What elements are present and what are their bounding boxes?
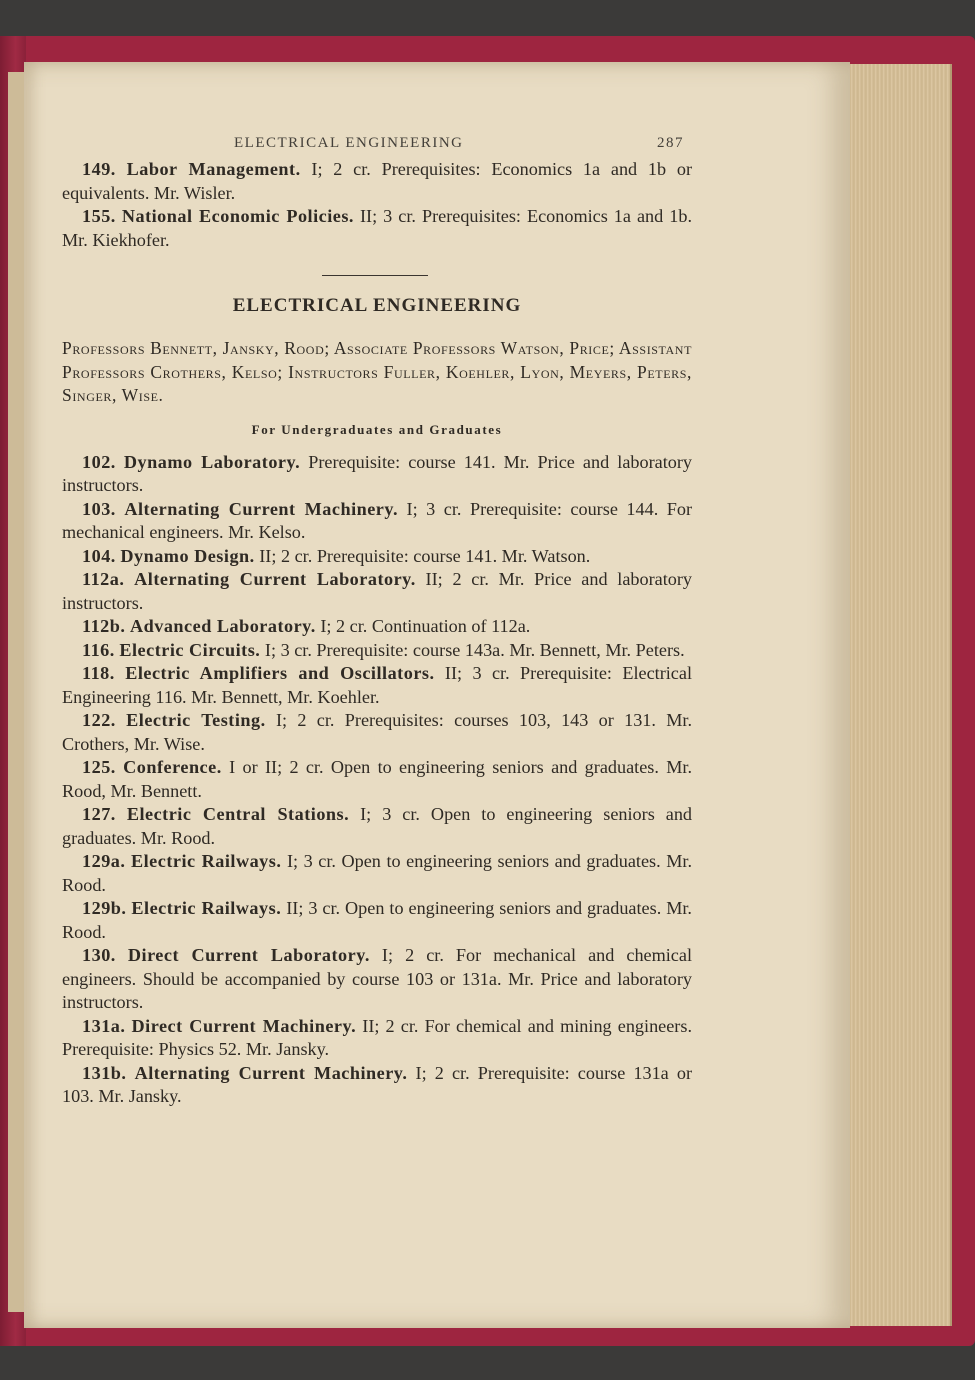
course-entry: [62, 662, 692, 709]
course-title: Dynamo Design.: [120, 545, 255, 566]
course-title: Electric Circuits.: [119, 639, 261, 660]
course-description: I; 3 cr. Open to engineering seniors and graduates. Mr. Rood.: [62, 851, 692, 895]
course-number: 104.: [82, 545, 116, 566]
course-description: I; 2 cr. Prerequisite: course 131a or 103. Mr. Jansky.: [62, 1062, 693, 1106]
course-title: Advanced Laboratory.: [130, 616, 316, 636]
course-number: 118.: [82, 663, 115, 683]
course-number: 129a.: [82, 851, 126, 871]
course-entry: [62, 545, 692, 569]
course-description: I; 2 cr. Continuation of 112a.: [315, 616, 531, 636]
course-description: I; 3 cr. Prerequisite: course 144. For mechanical engineers. Mr. Kelso.: [62, 498, 693, 542]
course-description: II; 3 cr. Prerequisite: Electrical Engineering 116. Mr. Bennett, Mr. Koehler.: [62, 663, 692, 707]
course-description: I; 3 cr. Open to engineering seniors and graduates. Mr. Rood.: [62, 804, 693, 848]
course-description: I; 2 cr. Prerequisites: courses 103, 143 or 131. Mr. Crothers, Mr. Wise.: [62, 710, 693, 754]
course-number: 155.: [82, 206, 116, 226]
course-entry: [62, 850, 692, 897]
course-entry: [62, 451, 692, 498]
course-title: Electric Amplifiers and Oscillators.: [125, 663, 435, 683]
section-subheading: For Undergraduates and Graduates: [251, 421, 503, 437]
course-title: Electric Railways.: [130, 851, 282, 871]
course-description: II; 2 cr. Prerequisite: course 141. Mr. Watson.: [254, 545, 591, 566]
course-title: Conference.: [123, 757, 222, 777]
course-list: [62, 451, 692, 1109]
running-head: [62, 130, 692, 158]
course-number: 103.: [82, 498, 116, 519]
course-number: 112b.: [82, 616, 126, 636]
course-description: II; 2 cr. Mr. Price and laboratory instructors.: [62, 569, 693, 613]
course-number: 116.: [82, 639, 115, 660]
course-entry: [62, 205, 692, 252]
course-title: Direct Current Laboratory.: [127, 945, 370, 965]
course-entry: [62, 1015, 692, 1062]
section-divider: [322, 275, 428, 276]
course-description: I; 2 cr. Prerequisites: Economics 1a and 1b or equivalents. Mr. Wisler.: [62, 159, 692, 203]
course-number: 122.: [82, 710, 116, 730]
course-number: 131b.: [82, 1062, 127, 1083]
course-description: Prerequisite: course 141. Mr. Price and laboratory instructors.: [62, 451, 693, 495]
course-entry: [62, 498, 692, 545]
course-entry: [62, 639, 692, 663]
course-entry: [62, 158, 692, 205]
course-title: Alternating Current Machinery.: [124, 498, 399, 519]
pre-entries: [62, 158, 692, 252]
course-entry: [62, 803, 692, 850]
course-description: I; 3 cr. Prerequisite: course 143a. Mr. Bennett, Mr. Peters.: [260, 639, 685, 660]
course-number: 112a.: [82, 569, 125, 589]
course-number: 131a.: [82, 1015, 126, 1036]
course-entry: [62, 897, 692, 944]
course-description: II; 3 cr. Prerequisites: Economics 1a and 1b. Mr. Kiekhofer.: [62, 206, 692, 250]
page-number: 287: [657, 135, 684, 151]
course-number: 129b.: [82, 898, 127, 918]
faculty-list: Professors Bennett, Jansky, Rood; Associate Professors Watson, Price; Assistant Professors Crothers, Kelso; Instructors Fuller, Koehler, Lyon, Meyers, Peters, Singer, Wise.: [62, 338, 692, 405]
course-title: Electric Testing.: [126, 710, 266, 730]
course-title: Alternating Current Laboratory.: [134, 569, 416, 589]
course-title: Alternating Current Machinery.: [134, 1062, 408, 1083]
course-entry: [62, 709, 692, 756]
course-title: Electric Railways.: [131, 898, 282, 918]
course-number: 127.: [82, 804, 116, 824]
section-heading: ELECTRICAL ENGINEERING: [232, 295, 522, 316]
course-title: Electric Central Stations.: [126, 804, 350, 824]
course-title: National Economic Policies.: [121, 206, 354, 226]
course-description: I; 2 cr. For mechanical and chemical engineers. Should be accompanied by course 103 or 131a. Mr. Price and laboratory instructors.: [62, 945, 693, 1012]
running-head-title: ELECTRICAL ENGINEERING: [234, 135, 464, 151]
course-entry: [62, 615, 692, 639]
course-description: I or II; 2 cr. Open to engineering seniors and graduates. Mr. Rood, Mr. Bennett.: [62, 757, 692, 801]
course-description: II; 2 cr. For chemical and mining engineers. Prerequisite: Physics 52. Mr. Jansky.: [62, 1015, 692, 1059]
course-entry: [62, 944, 692, 1015]
course-number: 102.: [82, 451, 116, 472]
course-entry: [62, 1062, 692, 1109]
course-entry: [62, 568, 692, 615]
course-entry: [62, 756, 692, 803]
course-number: 130.: [82, 945, 116, 965]
course-title: Dynamo Laboratory.: [123, 451, 301, 472]
page-content: [62, 130, 692, 1109]
course-title: Direct Current Machinery.: [131, 1015, 357, 1036]
course-description: II; 3 cr. Open to engineering seniors and graduates. Mr. Rood.: [62, 898, 692, 942]
course-number: 149.: [82, 159, 116, 179]
course-title: Labor Management.: [126, 159, 301, 179]
course-number: 125.: [82, 757, 116, 777]
